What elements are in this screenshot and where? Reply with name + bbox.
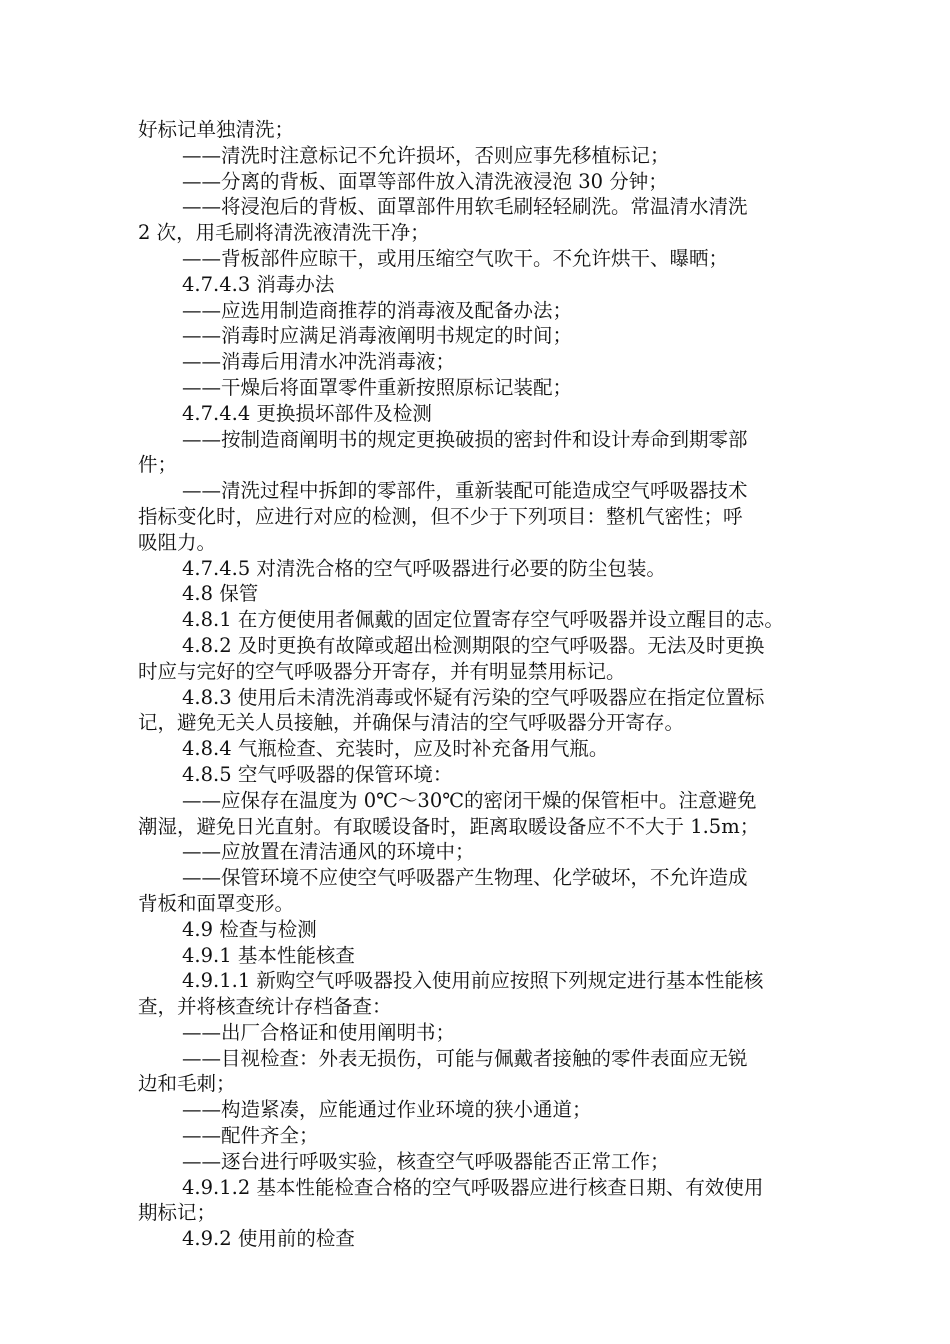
text-line: ——干燥后将面罩零件重新按照原标记装配； [182, 375, 573, 399]
text-line: 期标记； [138, 1201, 217, 1225]
text-line: 吸阻力。 [138, 530, 217, 554]
text-line: 背板和面罩变形。 [138, 891, 295, 915]
text-line: 4.9.1 基本性能核查 [182, 943, 355, 967]
text-line: ——清洗过程中拆卸的零部件，重新装配可能造成空气呼吸器技术 [182, 479, 748, 503]
text-line: 4.9.1.1 新购空气呼吸器投入使用前应按照下列规定进行基本性能核 [182, 969, 764, 993]
text-line: ——消毒后用清水冲洗消毒液； [182, 350, 456, 374]
text-line: 查，并将核查统计存档备查： [138, 995, 392, 1019]
text-line: 时应与完好的空气呼吸器分开寄存，并有明显禁用标记。 [138, 659, 626, 683]
text-line: ——配件齐全； [182, 1124, 319, 1148]
text-line: 指标变化时，应进行对应的检测，但不少于下列项目：整机气密性；呼 [138, 504, 743, 528]
text-line: 4.8.5 空气呼吸器的保管环境： [182, 762, 453, 786]
text-line: 潮湿，避免日光直射。有取暖设备时，距离取暖设备应不不大于 1.5m； [138, 814, 760, 838]
text-line: ——背板部件应晾干，或用压缩空气吹干。不允许烘干、曝晒； [182, 246, 729, 270]
text-line: ——目视检查：外表无损伤，可能与佩戴者接触的零件表面应无锐 [182, 1046, 748, 1070]
text-line: 4.9.2 使用前的检查 [182, 1227, 355, 1251]
text-line: 4.9.1.2 基本性能检查合格的空气呼吸器应进行核查日期、有效使用 [182, 1175, 764, 1199]
text-line: 4.7.4.4 更换损坏部件及检测 [182, 401, 432, 425]
text-line: ——逐台进行呼吸实验，核查空气呼吸器能否正常工作； [182, 1149, 670, 1173]
text-line: ——应选用制造商推荐的消毒液及配备办法； [182, 298, 573, 322]
text-line: 4.8.4 气瓶检查、充装时，应及时补充备用气瓶。 [182, 737, 609, 761]
document-body [138, 117, 838, 1252]
text-line: 4.9 检查与检测 [182, 917, 317, 941]
text-line: 好标记单独清洗； [138, 118, 295, 141]
text-line: ——应保存在温度为 0℃～30℃的密闭干燥的保管柜中。注意避免 [182, 788, 757, 812]
text-line: 件； [138, 453, 178, 477]
text-line: ——应放置在清洁通风的环境中； [182, 840, 475, 864]
text-line: 2 次，用毛刷将清洗液清洗干净； [138, 221, 430, 245]
text-line: 4.7.4.5 对清洗合格的空气呼吸器进行必要的防尘包装。 [182, 556, 666, 580]
text-line: ——消毒时应满足消毒液阐明书规定的时间； [182, 324, 573, 348]
text-line: ——构造紧凑，应能通过作业环境的狭小通道； [182, 1098, 592, 1122]
text-line: ——清洗时注意标记不允许损坏，否则应事先移植标记； [182, 143, 670, 167]
text-line: ——出厂合格证和使用阐明书； [182, 1020, 456, 1044]
text-line: 记，避免无关人员接触，并确保与清洁的空气呼吸器分开寄存。 [138, 711, 685, 735]
text-line: 4.8.3 使用后未清洗消毒或怀疑有污染的空气呼吸器应在指定位置标 [182, 685, 765, 709]
text-line: 4.8.2 及时更换有故障或超出检测期限的空气呼吸器。无法及时更换 [182, 633, 765, 657]
text-line: ——分离的背板、面罩等部件放入清洗液浸泡 30 分钟； [182, 169, 668, 193]
text-line: 边和毛刺； [138, 1072, 236, 1096]
text-line: ——按制造商阐明书的规定更换破损的密封件和设计寿命到期零部 [182, 427, 748, 451]
text-line: 4.8 保管 [182, 582, 259, 606]
text-line: ——将浸泡后的背板、面罩部件用软毛刷轻轻刷洗。常温清水清洗 [182, 195, 748, 219]
text-line: 4.7.4.3 消毒办法 [182, 272, 335, 296]
text-line: ——保管环境不应使空气呼吸器产生物理、化学破坏，不允许造成 [182, 866, 748, 890]
text-line: 4.8.1 在方便使用者佩戴的固定位置寄存空气呼吸器并设立醒目的志。 [182, 608, 784, 632]
